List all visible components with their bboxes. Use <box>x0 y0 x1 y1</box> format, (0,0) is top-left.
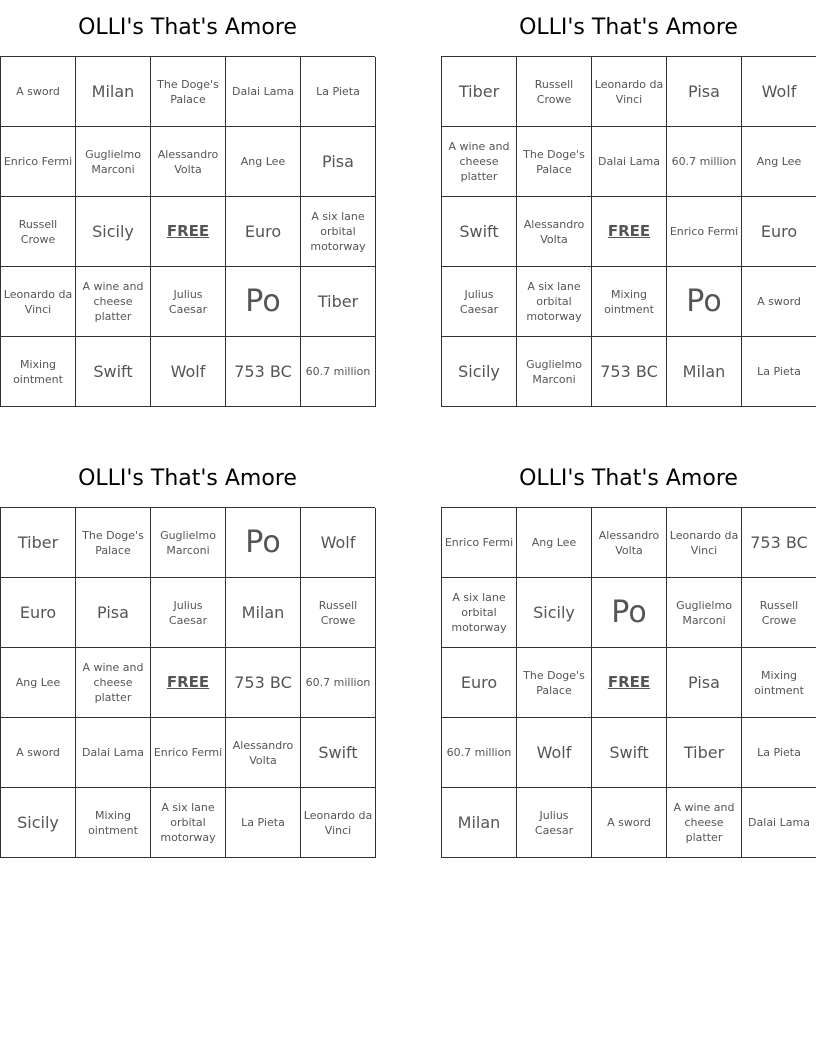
bingo-cell: Wolf <box>517 718 592 788</box>
bingo-cell: Russell Crowe <box>517 57 592 127</box>
bingo-cell: Euro <box>226 197 301 267</box>
bingo-cell: Milan <box>226 578 301 648</box>
bingo-card-4 <box>441 451 816 858</box>
bingo-cell: Milan <box>667 337 742 407</box>
bingo-cell: Mixing ointment <box>742 648 816 718</box>
bingo-grid <box>0 56 375 407</box>
bingo-cell: Mixing ointment <box>76 788 151 858</box>
bingo-cell: A six lane orbital motorway <box>151 788 226 858</box>
bingo-cell: Sicily <box>442 337 517 407</box>
bingo-cell: Po <box>226 267 301 337</box>
bingo-cell: La Pieta <box>742 718 816 788</box>
bingo-cell: Swift <box>592 718 667 788</box>
bingo-cell: Tiber <box>1 508 76 578</box>
bingo-cell: Ang Lee <box>1 648 76 718</box>
bingo-cell: Leonardo da Vinci <box>301 788 376 858</box>
bingo-cell: Enrico Fermi <box>1 127 76 197</box>
bingo-cell: A sword <box>1 718 76 788</box>
bingo-grid <box>441 56 816 407</box>
bingo-cell: Pisa <box>667 57 742 127</box>
bingo-cell: Swift <box>301 718 376 788</box>
bingo-cell: Dalai Lama <box>592 127 667 197</box>
bingo-cell: Tiber <box>301 267 376 337</box>
bingo-cell: Po <box>667 267 742 337</box>
bingo-cell: A wine and cheese platter <box>442 127 517 197</box>
bingo-cell: Ang Lee <box>226 127 301 197</box>
bingo-cell: A sword <box>742 267 816 337</box>
bingo-cell: La Pieta <box>742 337 816 407</box>
bingo-cell: Swift <box>76 337 151 407</box>
bingo-cell: Pisa <box>76 578 151 648</box>
bingo-cell: Pisa <box>301 127 376 197</box>
bingo-cell: A wine and cheese platter <box>76 648 151 718</box>
bingo-grid <box>441 507 816 858</box>
bingo-cell: Ang Lee <box>517 508 592 578</box>
bingo-cell: Swift <box>442 197 517 267</box>
bingo-cell: Wolf <box>301 508 376 578</box>
bingo-cell: Mixing ointment <box>1 337 76 407</box>
bingo-cell: Euro <box>742 197 816 267</box>
bingo-cell: Julius Caesar <box>151 267 226 337</box>
bingo-cell: Dalai Lama <box>742 788 816 858</box>
bingo-cell: Ang Lee <box>742 127 816 197</box>
bingo-cell: Tiber <box>667 718 742 788</box>
bingo-card-1 <box>0 0 375 407</box>
free-space-cell: FREE <box>151 648 226 718</box>
card-title: OLLI's That's Amore <box>519 466 738 491</box>
bingo-card-3 <box>0 451 375 858</box>
bingo-cell: The Doge's Palace <box>76 508 151 578</box>
bingo-cell: A wine and cheese platter <box>76 267 151 337</box>
bingo-cell: Russell Crowe <box>1 197 76 267</box>
bingo-cell: Julius Caesar <box>517 788 592 858</box>
bingo-cell: 60.7 million <box>667 127 742 197</box>
bingo-cell: Enrico Fermi <box>442 508 517 578</box>
bingo-cell: A sword <box>1 57 76 127</box>
bingo-cell: Sicily <box>76 197 151 267</box>
bingo-cell: Po <box>226 508 301 578</box>
free-space-cell: FREE <box>151 197 226 267</box>
bingo-cell: Pisa <box>667 648 742 718</box>
bingo-cell: Enrico Fermi <box>151 718 226 788</box>
free-space-cell: FREE <box>592 648 667 718</box>
bingo-cell: Guglielmo Marconi <box>667 578 742 648</box>
free-space-cell: FREE <box>592 197 667 267</box>
card-title: OLLI's That's Amore <box>78 15 297 40</box>
bingo-card-2 <box>441 0 816 407</box>
bingo-cell: Guglielmo Marconi <box>151 508 226 578</box>
bingo-cell: Leonardo da Vinci <box>667 508 742 578</box>
bingo-cell: Milan <box>442 788 517 858</box>
card-title: OLLI's That's Amore <box>78 466 297 491</box>
bingo-cell: La Pieta <box>301 57 376 127</box>
bingo-cell: 60.7 million <box>442 718 517 788</box>
bingo-cell: A six lane orbital motorway <box>301 197 376 267</box>
bingo-cell: A sword <box>592 788 667 858</box>
bingo-cell: The Doge's Palace <box>517 127 592 197</box>
bingo-cell: Sicily <box>1 788 76 858</box>
bingo-cell: Julius Caesar <box>151 578 226 648</box>
bingo-cell: Tiber <box>442 57 517 127</box>
bingo-cell: Leonardo da Vinci <box>592 57 667 127</box>
bingo-cell: Dalai Lama <box>226 57 301 127</box>
bingo-cell: 753 BC <box>226 648 301 718</box>
bingo-cell: Guglielmo Marconi <box>76 127 151 197</box>
bingo-cell: 753 BC <box>226 337 301 407</box>
bingo-cell: Russell Crowe <box>301 578 376 648</box>
bingo-cell: Julius Caesar <box>442 267 517 337</box>
bingo-cell: 753 BC <box>592 337 667 407</box>
bingo-cell: Sicily <box>517 578 592 648</box>
bingo-cell: Mixing ointment <box>592 267 667 337</box>
bingo-cell: Wolf <box>151 337 226 407</box>
bingo-cell: Enrico Fermi <box>667 197 742 267</box>
bingo-cell: 60.7 million <box>301 337 376 407</box>
bingo-cell: The Doge's Palace <box>151 57 226 127</box>
card-title: OLLI's That's Amore <box>519 15 738 40</box>
bingo-grid <box>0 507 375 858</box>
bingo-cell: Dalai Lama <box>76 718 151 788</box>
bingo-cell: 60.7 million <box>301 648 376 718</box>
bingo-cell: Alessandro Volta <box>592 508 667 578</box>
bingo-cell: Wolf <box>742 57 816 127</box>
bingo-cell: Guglielmo Marconi <box>517 337 592 407</box>
bingo-cell: A wine and cheese platter <box>667 788 742 858</box>
bingo-cell: Leonardo da Vinci <box>1 267 76 337</box>
bingo-cell: Milan <box>76 57 151 127</box>
bingo-cell: Alessandro Volta <box>517 197 592 267</box>
bingo-cell: The Doge's Palace <box>517 648 592 718</box>
bingo-cell: Euro <box>442 648 517 718</box>
bingo-cell: 753 BC <box>742 508 816 578</box>
bingo-cell: A six lane orbital motorway <box>442 578 517 648</box>
bingo-cell: Po <box>592 578 667 648</box>
bingo-cell: Russell Crowe <box>742 578 816 648</box>
bingo-cell: A six lane orbital motorway <box>517 267 592 337</box>
bingo-cell: La Pieta <box>226 788 301 858</box>
bingo-cell: Euro <box>1 578 76 648</box>
bingo-cell: Alessandro Volta <box>226 718 301 788</box>
bingo-cell: Alessandro Volta <box>151 127 226 197</box>
